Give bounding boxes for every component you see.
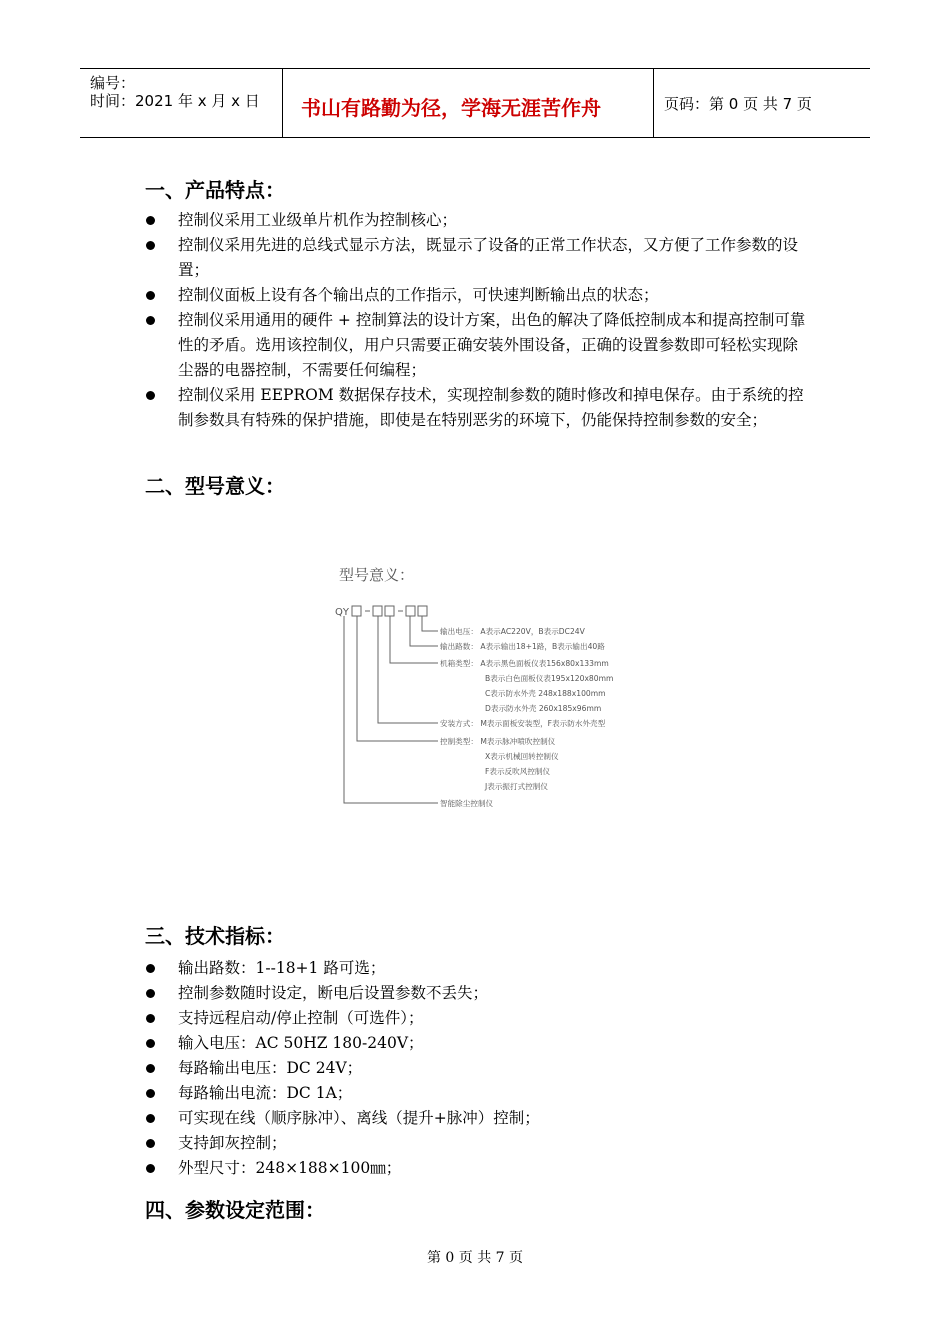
label-channels: 输出路数： A表示输出18+1路，B表示输出40路 — [440, 642, 605, 651]
list-item: 支持远程启动/停止控制（可选件）； — [140, 1006, 810, 1031]
label-case-d: D表示防水外壳 260x185x96mm — [485, 704, 602, 713]
model-diagram-svg — [330, 555, 630, 825]
list-item: 输入电压：AC 50HZ 180-240V； — [140, 1031, 810, 1056]
label-control: 控制类型： M表示脉冲喷吹控制仪 — [440, 737, 556, 746]
section-title-features: 一、产品特点： — [145, 178, 285, 202]
bullet-icon — [146, 1014, 155, 1023]
diagram-title: 型号意义： — [339, 566, 415, 584]
date-label: 时间：2021 年 x 月 x 日 — [90, 92, 260, 110]
label-mount: 安装方式： M表示面板安装型，F表示防水外壳型 — [440, 719, 606, 728]
model-diagram — [330, 555, 630, 825]
motto-text: 书山有路勤为径，学海无涯苦作舟 — [301, 96, 601, 120]
list-item: 每路输出电压：DC 24V； — [140, 1056, 810, 1081]
header-middle-cell — [283, 69, 654, 137]
label-case-c: C表示防水外壳 248x188x100mm — [485, 689, 606, 698]
bullet-icon — [146, 316, 155, 325]
header-right-cell — [654, 69, 870, 137]
list-item: 每路输出电流：DC 1A； — [140, 1081, 810, 1106]
code-box-5 — [418, 606, 427, 616]
page-number-label: 页码：第 0 页 共 7 页 — [664, 95, 812, 113]
code-box-3 — [385, 606, 394, 616]
list-item: 控制仪采用通用的硬件 + 控制算法的设计方案，出色的解决了降低控制成本和提高控制可靠性的矛盾。选用该控制仪，用户只需要正确安装外围设备，正确的设置参数即可轻松实现除尘器的电器控制，不需要任何编程； — [140, 308, 810, 383]
list-item: 输出路数：1--18+1 路可选； — [140, 956, 810, 981]
bullet-icon — [146, 1039, 155, 1048]
features-list — [140, 208, 810, 433]
leader-voltage — [422, 616, 438, 631]
label-control-j: J表示振打式控制仪 — [485, 782, 548, 791]
bullet-icon — [146, 391, 155, 400]
leader-control — [357, 616, 438, 741]
bullet-icon — [146, 989, 155, 998]
list-item: 控制参数随时设定，断电后设置参数不丢失； — [140, 981, 810, 1006]
code-box-4 — [406, 606, 415, 616]
list-item: 控制仪采用工业级单片机作为控制核心； — [140, 208, 810, 233]
code-prefix: QY — [335, 607, 349, 618]
label-product: 智能除尘控制仪 — [440, 799, 494, 808]
bullet-icon — [146, 964, 155, 973]
bullet-icon — [146, 1114, 155, 1123]
bullet-icon — [146, 1064, 155, 1073]
list-item: 控制仪采用先进的总线式显示方法，既显示了设备的正常工作状态，又方便了工作参数的设置； — [140, 233, 810, 283]
specs-list — [140, 956, 810, 1181]
section-title-model: 二、型号意义： — [145, 474, 285, 498]
section-title-params: 四、参数设定范围： — [145, 1198, 325, 1222]
list-item: 可实现在线（顺序脉冲）、离线（提升+脉冲）控制； — [140, 1106, 810, 1131]
bullet-icon — [146, 216, 155, 225]
bullet-icon — [146, 1089, 155, 1098]
list-item: 外型尺寸：248×188×100㎜； — [140, 1156, 810, 1181]
label-control-f: F表示反吹风控制仪 — [485, 767, 551, 776]
list-item: 控制仪采用 EEPROM 数据保存技术，实现控制参数的随时修改和掉电保存。由于系统的控制参数具有特殊的保护措施，即使是在特别恶劣的环境下，仍能保持控制参数的安全； — [140, 383, 810, 433]
leader-mount — [378, 616, 438, 723]
serial-label: 编号： — [90, 74, 136, 92]
bullet-icon — [146, 241, 155, 250]
code-box-2 — [373, 606, 382, 616]
list-item: 控制仪面板上设有各个输出点的工作指示，可快速判断输出点的状态； — [140, 283, 810, 308]
label-voltage: 输出电压： A表示AC220V，B表示DC24V — [440, 627, 585, 636]
label-control-x: X表示机械回转控制仪 — [485, 752, 559, 761]
bullet-icon — [146, 291, 155, 300]
label-case: 机箱类型： A表示黑色面板仪表156x80x133mm — [440, 659, 609, 668]
header-table — [80, 68, 870, 138]
leader-case — [390, 616, 438, 663]
leader-product — [344, 616, 438, 803]
section-title-specs: 三、技术指标： — [145, 924, 285, 948]
bullet-icon — [146, 1164, 155, 1173]
page-footer: 第 0 页 共 7 页 — [426, 1250, 524, 1266]
header-left-cell — [80, 69, 283, 137]
code-box-1 — [352, 606, 361, 616]
bullet-icon — [146, 1139, 155, 1148]
label-case-b: B表示白色面板仪表195x120x80mm — [485, 674, 614, 683]
list-item: 支持卸灰控制； — [140, 1131, 810, 1156]
